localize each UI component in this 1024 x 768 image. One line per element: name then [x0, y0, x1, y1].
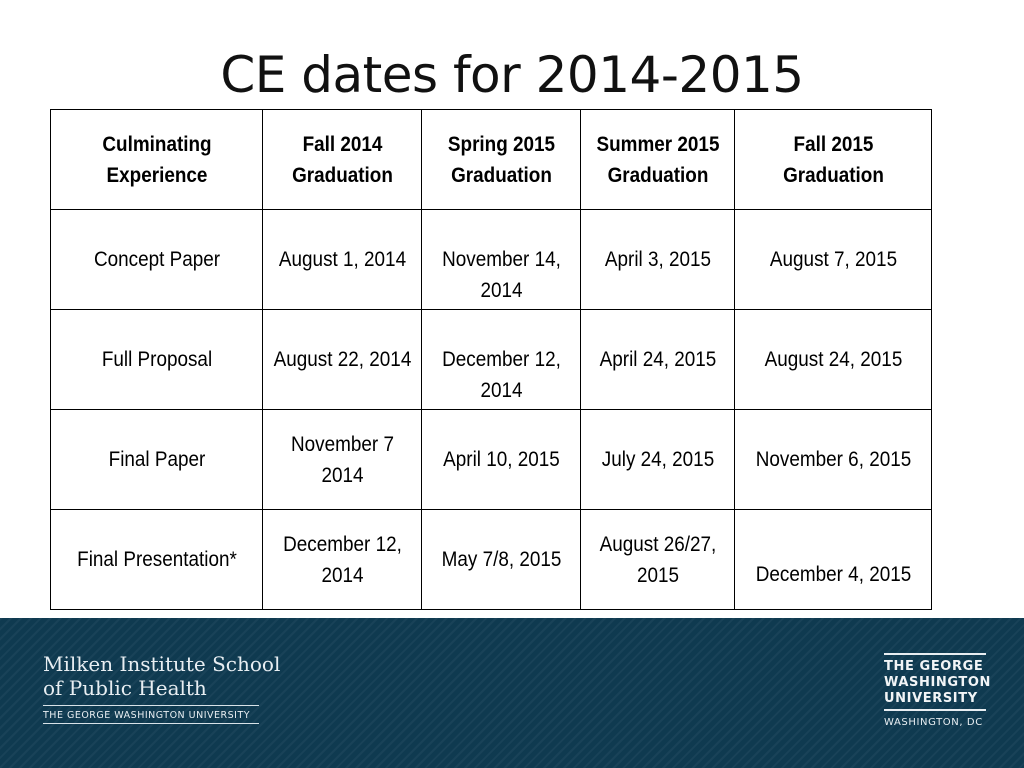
table-row — [51, 410, 932, 510]
table-cell: December 4, 2015 — [744, 510, 921, 610]
ce-dates-table — [50, 109, 932, 610]
gwu-name-line2: WASHINGTON — [884, 675, 992, 690]
milken-subtitle: THE GEORGE WASHINGTON UNIVERSITY — [43, 710, 251, 721]
milken-name-line2: of Public Health — [43, 676, 207, 700]
table-cell: December 12, 2014 — [429, 310, 572, 410]
table-cell: August 26/27, 2015 — [588, 510, 727, 610]
gwu-name-line3: UNIVERSITY — [884, 691, 978, 706]
gwu-divider — [884, 709, 986, 711]
slide-title: CE dates for 2014-2015 — [220, 46, 804, 104]
table-cell: August 22, 2014 — [270, 310, 413, 410]
table-cell: November 6, 2015 — [744, 410, 921, 510]
row-label: Final Paper — [61, 410, 252, 510]
header-fall-2015: Fall 2015 Graduation — [744, 110, 921, 210]
table-cell: August 24, 2015 — [744, 310, 921, 410]
table-row — [51, 310, 932, 410]
row-label: Final Presentation* — [61, 510, 252, 610]
header-summer-2015: Summer 2015 Graduation — [588, 110, 727, 210]
milken-divider — [43, 723, 259, 724]
row-label: Concept Paper — [61, 210, 252, 310]
header-spring-2015: Spring 2015 Graduation — [429, 110, 572, 210]
milken-divider — [43, 705, 259, 706]
table-row — [51, 210, 932, 310]
gwu-name-line1: THE GEORGE — [884, 659, 984, 674]
table-cell: August 7, 2015 — [744, 210, 921, 310]
header-fall-2014: Fall 2014 Graduation — [270, 110, 413, 210]
table-cell: August 1, 2014 — [270, 210, 413, 310]
table-header-row — [51, 110, 932, 210]
table-cell: May 7/8, 2015 — [429, 510, 572, 610]
table-cell: November 14, 2014 — [429, 210, 572, 310]
table-cell: April 24, 2015 — [588, 310, 727, 410]
gwu-location: WASHINGTON, DC — [884, 717, 983, 728]
table-cell: July 24, 2015 — [588, 410, 727, 510]
header-culminating-experience: Culminating Experience — [61, 110, 252, 210]
row-label: Full Proposal — [61, 310, 252, 410]
milken-name-line1: Milken Institute School — [43, 652, 281, 676]
milken-school-logo — [43, 652, 280, 700]
table-cell: November 7 2014 — [270, 410, 413, 510]
table-cell: December 12, 2014 — [270, 510, 413, 610]
gwu-divider — [884, 653, 986, 655]
table-cell: April 10, 2015 — [429, 410, 572, 510]
table-cell: April 3, 2015 — [588, 210, 727, 310]
table-row — [51, 510, 932, 610]
gwu-logo — [884, 659, 991, 707]
